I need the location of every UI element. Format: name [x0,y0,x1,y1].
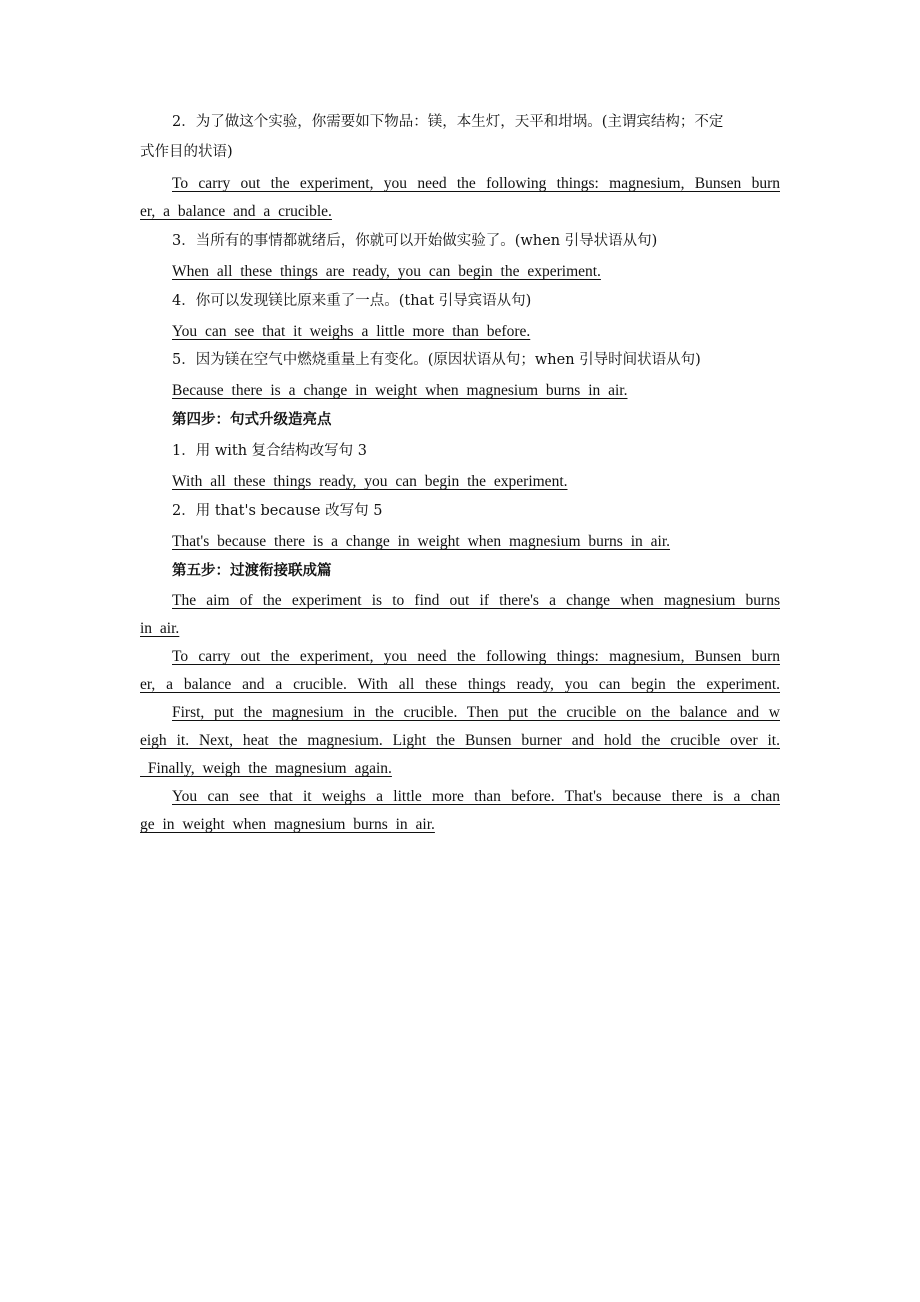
essay-line-1: The aim of the experiment is to find out if there's a change when magnesium burns [172,592,780,609]
question-3: 3．当所有的事情都就绪后，你就可以开始做实验了。(when 引导状语从句) [172,233,658,249]
essay-line-4: er, a balance and a crucible. With all these things ready, you can begin the experiment. [140,676,780,693]
step5-heading: 第五步：过渡衔接联成篇 [172,563,332,579]
answer-3: When all these things are ready, you can begin the experiment. [172,263,601,280]
step4-question-1: 1．用 with 复合结构改写句 3 [172,443,367,459]
essay-line-7: Finally, weigh the magnesium again. [140,760,392,777]
answer-4: You can see that it weighs a little more than before. [172,323,531,340]
step4-answer-1: With all these things ready, you can begin the experiment. [172,473,568,490]
essay-line-2: in air. [140,620,180,637]
question-4: 4．你可以发现镁比原来重了一点。(that 引导宾语从句) [172,293,532,309]
essay-line-9: ge in weight when magnesium burns in air. [140,816,435,833]
answer-2-line-2: er, a balance and a crucible. [140,203,332,220]
step4-question-2: 2．用 that's because 改写句 5 [172,503,383,519]
answer-2-line-1: To carry out the experiment, you need the following things: magnesium, Bunsen burn [172,175,780,192]
essay-line-8: You can see that it weighs a little more than before. That's because there is a chan [172,788,780,805]
answer-5: Because there is a change in weight when magnesium burns in air. [172,382,628,399]
essay-line-5: First, put the magnesium in the crucible. Then put the crucible on the balance and w [172,704,780,721]
essay-line-6: eigh it. Next, heat the magnesium. Light the Bunsen burner and hold the crucible over it. [140,732,780,749]
question-2-line-2: 式作目的状语) [140,144,233,160]
step4-heading: 第四步：句式升级造亮点 [172,412,332,428]
step4-answer-2: That's because there is a change in weight when magnesium burns in air. [172,533,671,550]
question-2-line-1: 2．为了做这个实验，你需要如下物品：镁，本生灯，天平和坩埚。(主谓宾结构；不定 [172,114,724,130]
essay-line-3: To carry out the experiment, you need the following things: magnesium, Bunsen burn [172,648,780,665]
question-5: 5．因为镁在空气中燃烧重量上有变化。(原因状语从句；when 引导时间状语从句) [172,352,701,368]
